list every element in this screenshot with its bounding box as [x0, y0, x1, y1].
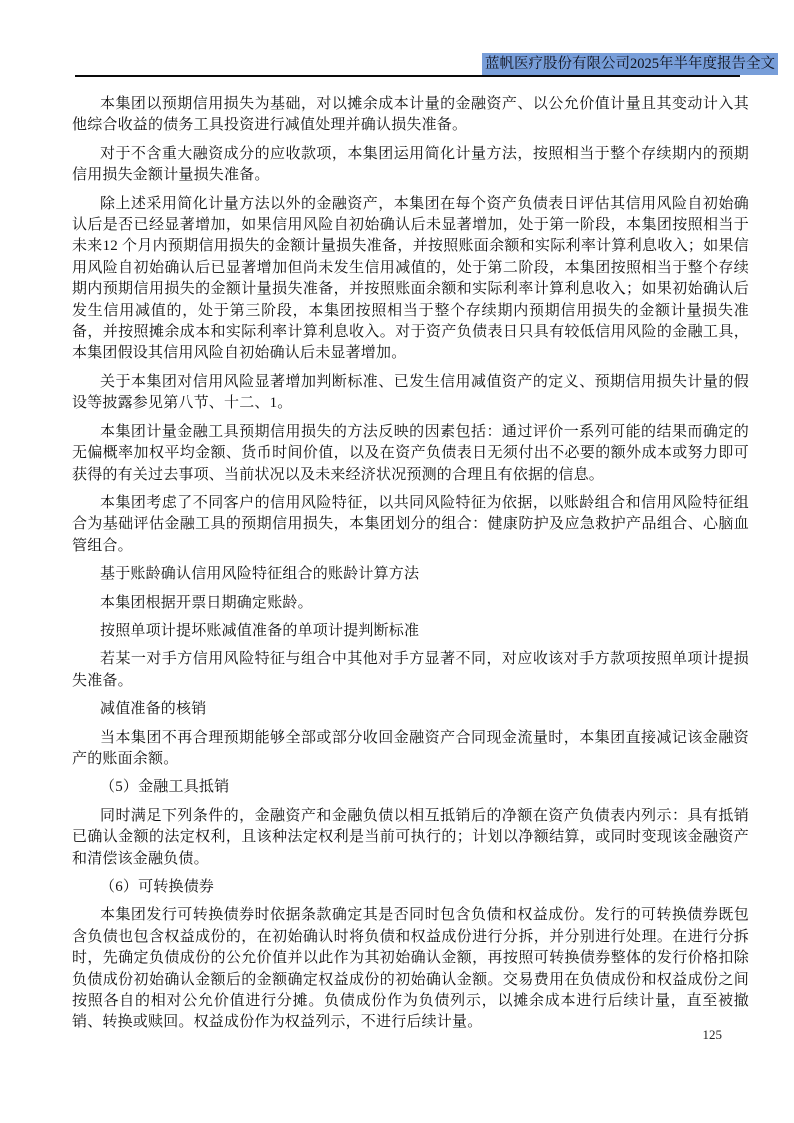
body-paragraph: 当本集团不再合理预期能够全部或部分收回金融资产合同现金流量时，本集团直接减记该金融资产的账面余额。	[72, 729, 749, 767]
body-paragraph: 除上述采用简化计量方法以外的金融资产，本集团在每个资产负债表日评估其信用风险自初始确认后是否已经显著增加，如果信用风险自初始确认后未显著增加，处于第一阶段，本集团按照相当于未来12 个月内预期信用损失的金额计量损失准备，并按照账面余额和实际利率计算利息收入；如果信用风险自初始确认后已显著增加但尚未发生信用减值的，处于第二阶段，本集团按照相当于整个存续期内预期信用损失的金额计量损失准备，并按照账面余额和实际利率计算利息收入；如果初始确认后发生信用减值的，处于第三阶段，本集团按照相当于整个存续期内预期信用损失的金额计量损失准备，并按照摊余成本和实际利率计算利息收入。对于资产负债表日只具有较低信用风险的金融工具，本集团假设其信用风险自初始确认后未显著增加。	[72, 195, 749, 362]
body-paragraph: 关于本集团对信用风险显著增加判断标准、已发生信用减值资产的定义、预期信用损失计量的假设等披露参见第八节、十二、1。	[72, 373, 749, 412]
body-paragraph: 本集团根据开票日期确定账龄。	[100, 594, 313, 611]
section-heading-individual-provision: 按照单项计提坏账减值准备的单项计提判断标准	[100, 622, 420, 639]
body-paragraph: 本集团发行可转换债券时依据条款确定其是否同时包含负债和权益成份。发行的可转换债券既包含负债也包含权益成份的，在初始确认时将负债和权益成份进行分拆，并分别进行处理。在进行分拆时，先确定负债成份的公允价值并以此作为其初始确认金额，再按照可转换债券整体的发行价格扣除负债成份初始确认金额后的金额确定权益成份的初始确认金额。交易费用在负债成份和权益成份之间按照各自的相对公允价值进行分摊。负债成份作为负债列示，以摊余成本进行后续计量，直至被撤销、转换或赎回。权益成份作为权益列示，不进行后续计量。	[72, 907, 749, 1031]
section-heading-offsetting: （5）金融工具抵销	[100, 779, 230, 796]
body-paragraph: 同时满足下列条件的，金融资产和金融负债以相互抵销后的净额在资产负债表内列示：具有抵销已确认金额的法定权利，且该种法定权利是当前可执行的；计划以净额结算，或同时变现该金融资产和清偿该金融负债。	[72, 807, 749, 867]
header-title: 蓝帆医疗股份有限公司2025年半年度报告全文	[482, 53, 778, 75]
section-heading-writeoff: 减值准备的核销	[100, 701, 207, 718]
body-paragraph: 本集团计量金融工具预期信用损失的方法反映的因素包括：通过评价一系列可能的结果而确定的无偏概率加权平均金额、货币时间价值，以及在资产负债表日无须付出不必要的额外成本或努力即可获得的有关过去事项、当前状况以及未来经济状况预测的合理且有依据的信息。	[72, 423, 749, 483]
body-paragraph: 本集团以预期信用损失为基础，对以摊余成本计量的金融资产、以公允价值计量且其变动计入其他综合收益的债务工具投资进行减值处理并确认损失准备。	[72, 96, 749, 134]
header-divider	[75, 75, 740, 77]
section-heading-aging-method: 基于账龄确认信用风险特征组合的账龄计算方法	[100, 566, 420, 583]
page-number: 125	[702, 1027, 722, 1042]
body-paragraph: 对于不含重大融资成分的应收款项，本集团运用简化计量方法，按照相当于整个存续期内的预期信用损失金额计量损失准备。	[72, 145, 749, 184]
section-heading-convertible-bonds: （6）可转换债券	[100, 879, 215, 895]
body-paragraph: 本集团考虑了不同客户的信用风险特征，以共同风险特征为依据，以账龄组合和信用风险特征组合为基础评估金融工具的预期信用损失，本集团划分的组合：健康防护及应急救护产品组合、心脑血管组合。	[72, 494, 749, 554]
body-paragraph: 若某一对手方信用风险特征与组合中其他对手方显著不同，对应收该对手方款项按照单项计提损失准备。	[72, 651, 749, 689]
document-body	[72, 94, 749, 1041]
